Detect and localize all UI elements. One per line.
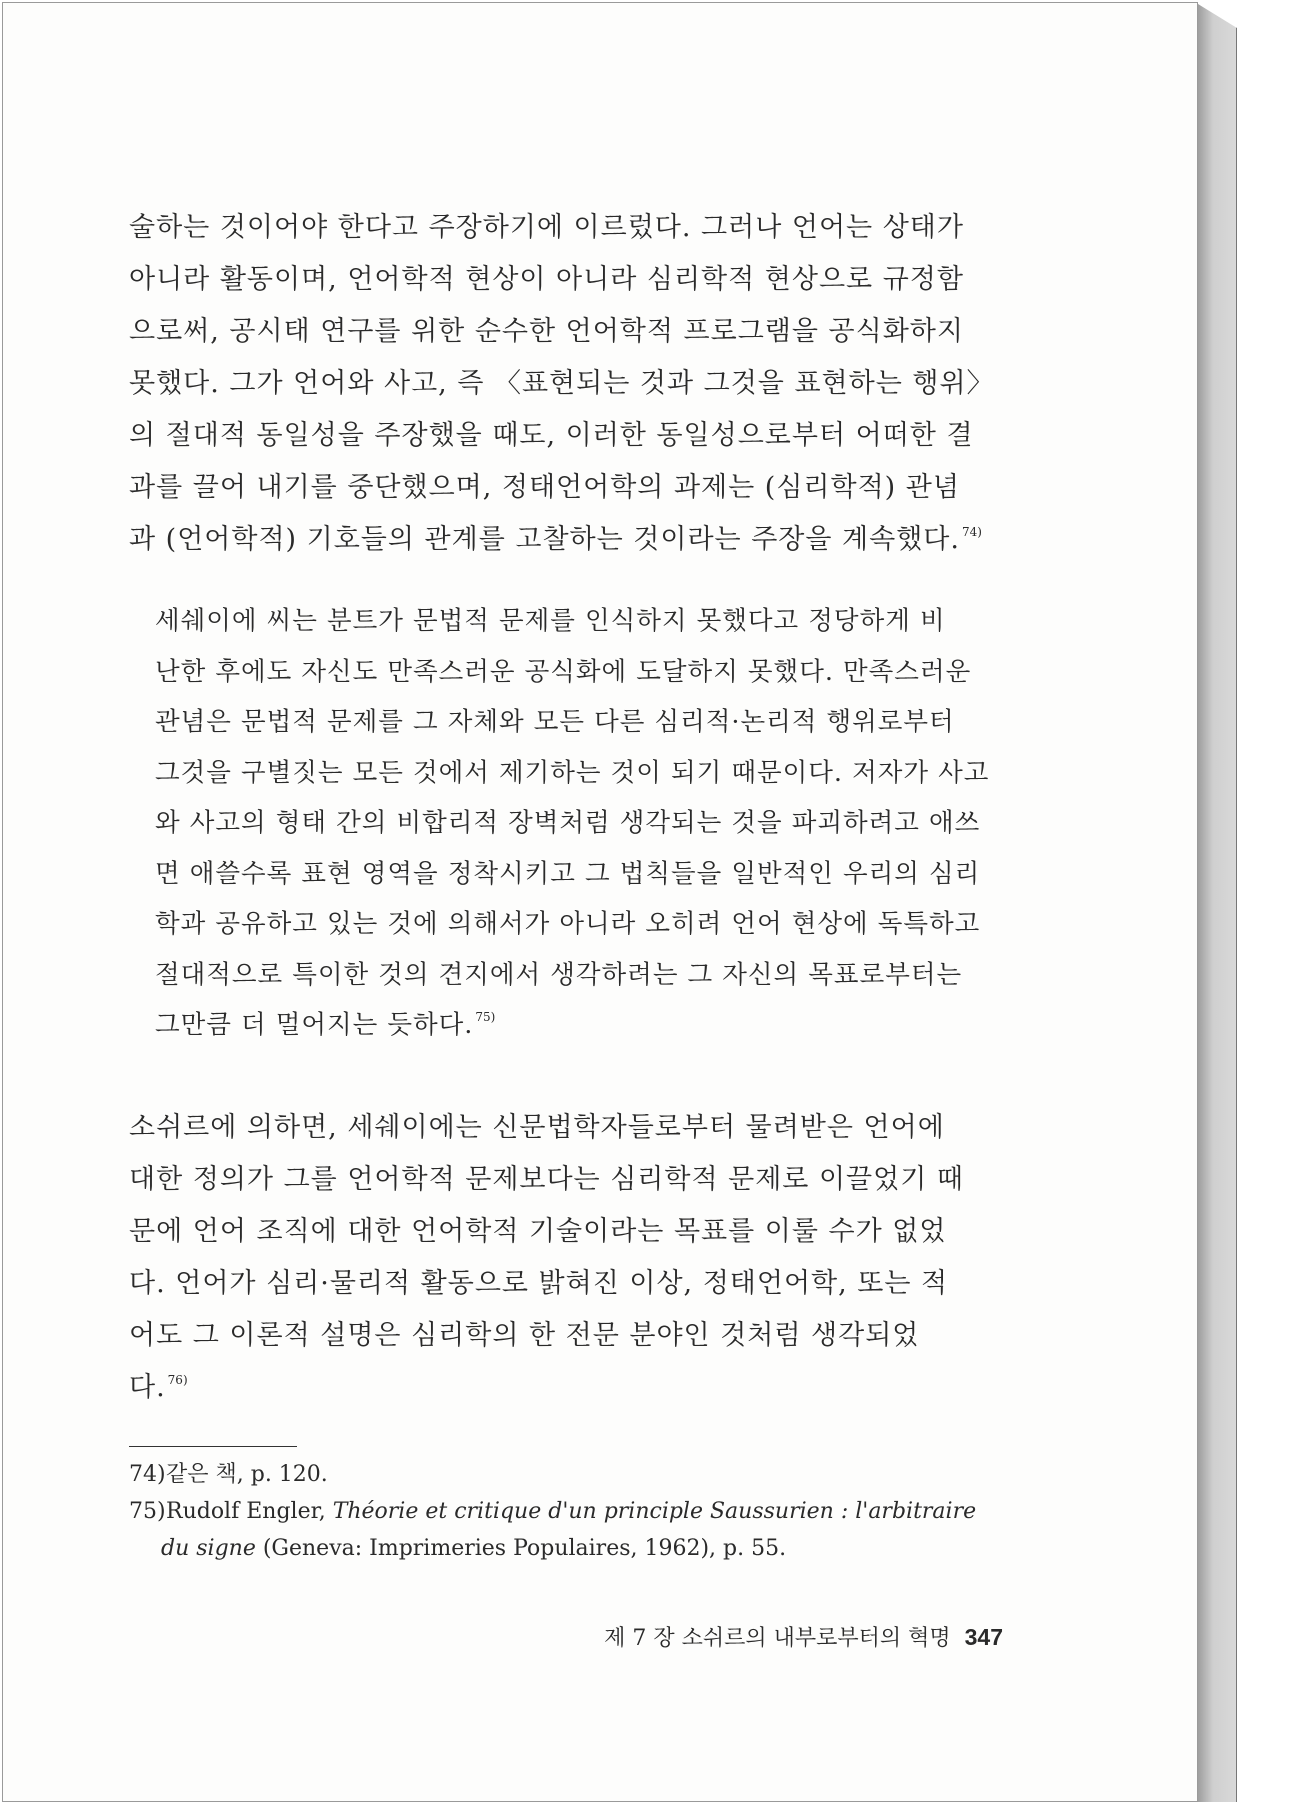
footnote-ref-75[interactable]: 75)	[475, 1010, 496, 1024]
paragraph-line-last	[129, 514, 999, 566]
footnote-ref-76[interactable]: 76)	[167, 1373, 188, 1387]
footnote-number: 75)	[129, 1499, 166, 1524]
paragraph-line: 의 절대적 동일성을 주장했을 때도, 이러한 동일성으로부터 어떠한 결	[129, 420, 974, 451]
paragraph-line: 아니라 활동이며, 언어학적 현상이 아니라 심리학적 현상으로 규정함	[129, 264, 964, 295]
paragraph-line: 어도 그 이론적 설명은 심리학의 한 전문 분야인 것처럼 생각되었	[129, 1320, 920, 1351]
footnote-number: 74)	[129, 1462, 166, 1487]
quote-line: 세쉐이에 씨는 분트가 문법적 문제를 인식하지 못했다고 정당하게 비	[155, 606, 946, 636]
block-quote	[155, 596, 999, 1051]
paragraph-line: 소쉬르에 의하면, 세쉐이에는 신문법학자들로부터 물려받은 언어에	[129, 1112, 945, 1143]
chapter-title: 제 7 장 소쉬르의 내부로부터의 혁명	[604, 1626, 951, 1651]
page-number: 347	[964, 1624, 1003, 1650]
quote-line-text: 그만큼 더 멀어지는 듯하다.	[155, 1010, 474, 1040]
book-page	[2, 2, 1198, 1802]
footnote-ref-74[interactable]: 74)	[961, 525, 982, 539]
quote-line: 면 애쓸수록 표현 영역을 정착시키고 그 법칙들을 일반적인 우리의 심리	[155, 858, 981, 889]
quote-line: 학과 공유하고 있는 것에 의해서가 아니라 오히려 언어 현상에 독특하고	[155, 909, 981, 939]
footnote-title-cont: du signe	[161, 1536, 256, 1561]
quote-line: 난한 후에도 자신도 만족스러운 공식화에 도달하지 못했다. 만족스러운	[155, 656, 972, 687]
paragraph-line-text: 다.	[129, 1372, 166, 1403]
quote-line: 절대적으로 특이한 것의 견지에서 생각하려는 그 자신의 목표로부터는	[155, 959, 963, 990]
quote-line: 와 사고의 형태 간의 비합리적 장벽처럼 생각되는 것을 파괴하려고 애쓰	[155, 808, 981, 838]
paragraph-line: 대한 정의가 그를 언어학적 문제보다는 심리학적 문제로 이끌었기 때	[129, 1164, 964, 1195]
quote-line-last	[155, 1000, 999, 1051]
footnote-continuation	[129, 1530, 1009, 1567]
footnotes	[129, 1456, 1009, 1567]
footnote-divider	[129, 1446, 297, 1447]
paragraph-1	[129, 202, 999, 566]
paragraph-line: 술하는 것이어야 한다고 주장하기에 이르렀다. 그러나 언어는 상태가	[129, 212, 964, 243]
quote-line: 그것을 구별짓는 모든 것에서 제기하는 것이 되기 때문이다. 저자가 사고	[155, 757, 990, 788]
paragraph-line: 못했다. 그가 언어와 사고, 즉 〈표현되는 것과 그것을 표현하는 행위〉	[129, 368, 995, 399]
footnote-title: Théorie et critique d'un principle Saussurien : l'arbitraire	[332, 1499, 977, 1524]
paragraph-3	[129, 1102, 999, 1414]
running-footer	[591, 1621, 1003, 1652]
footnote-publication: (Geneva: Imprimeries Populaires, 1962), p. 55.	[255, 1536, 787, 1561]
paragraph-line: 과를 끌어 내기를 중단했으며, 정태언어학의 과제는 (심리학적) 관념	[129, 472, 960, 503]
paragraph-line-text: 과 (언어학적) 기호들의 관계를 고찰하는 것이라는 주장을 계속했다.	[129, 524, 960, 555]
paragraph-line: 으로써, 공시태 연구를 위한 순수한 언어학적 프로그램을 공식화하지	[129, 316, 964, 347]
footnote-author: Rudolf Engler,	[166, 1499, 333, 1524]
footnote-75	[129, 1493, 1009, 1567]
paragraph-line-last	[129, 1362, 999, 1414]
footnote-74	[129, 1456, 1009, 1493]
paragraph-line: 문에 언어 조직에 대한 언어학적 기술이라는 목표를 이룰 수가 없었	[129, 1216, 947, 1247]
footnote-text: 같은 책, p. 120.	[166, 1462, 328, 1487]
paragraph-line: 다. 언어가 심리·물리적 활동으로 밝혀진 이상, 정태언어학, 또는 적	[129, 1268, 949, 1299]
quote-line: 관념은 문법적 문제를 그 자체와 모든 다른 심리적·논리적 행위로부터	[155, 707, 955, 737]
page-edge-shadow	[1198, 4, 1237, 1802]
